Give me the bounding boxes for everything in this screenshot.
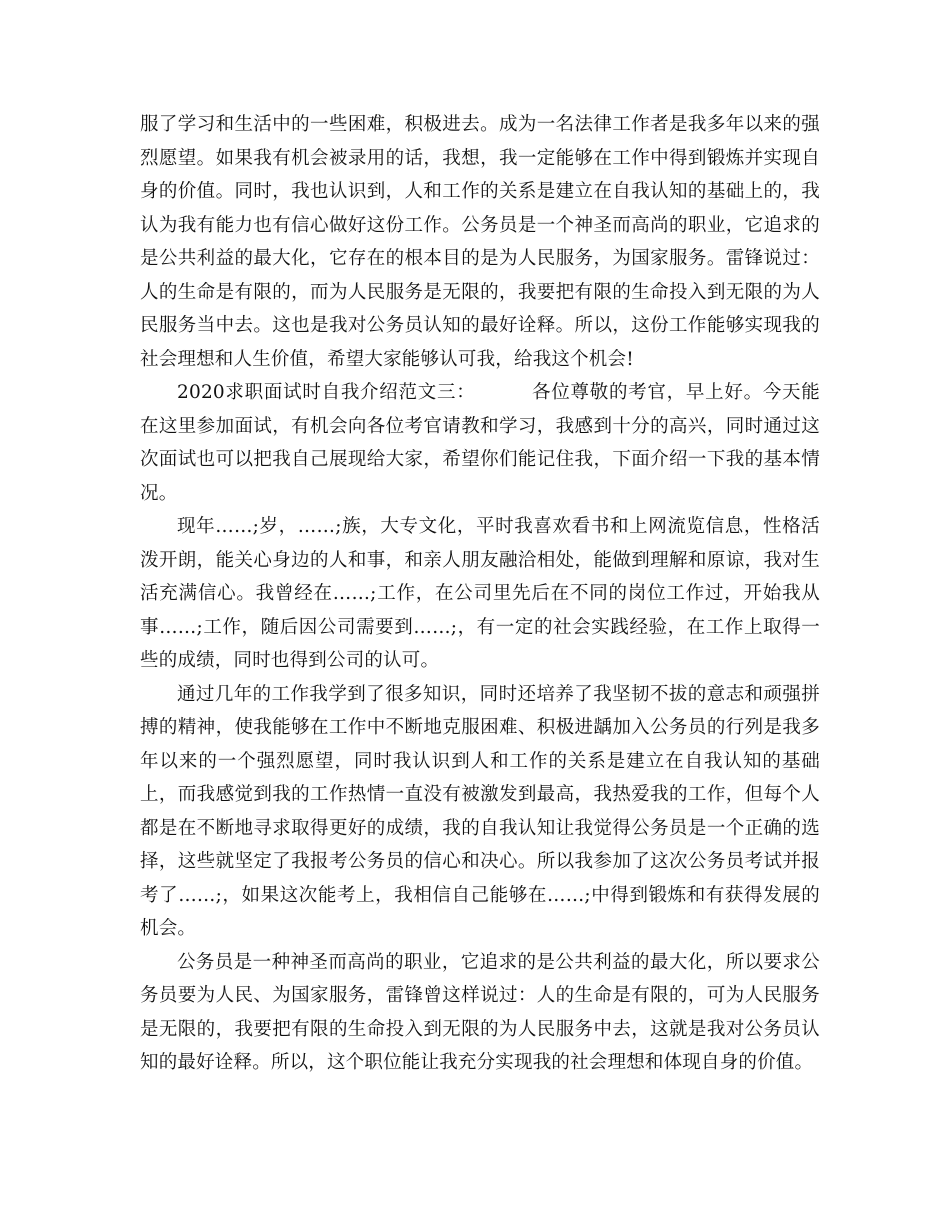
paragraph-3: 现年……;岁，……;族，大专文化，平时我喜欢看书和上网流览信息，性格活泼开朗，能关心身边的人和事，和亲人朋友融洽相处，能做到理解和原谅，我对生活充满信心。我曾经在……;工作，在公司里先后在不同的岗位工作过，开始我从事……;工作，随后因公司需要到……;，有一定的社会实践经验，在工作上取得一些的成绩，同时也得到公司的认可。 [140,516,820,671]
paragraph-1: 服了学习和生活中的一些困难，积极进去。成为一名法律工作者是我多年以来的强烈愿望。如果我有机会被录用的话，我想，我一定能够在工作中得到锻炼并实现自身的价值。同时，我也认识到，人和工作的关系是建立在自我认知的基础上的，我认为我有能力也有信心做好这份工作。公务员是一个神圣而高尚的职业，它追求的是公共利益的最大化，它存在的根本目的是为人民服务，为国家服务。雷锋说过：人的生命是有限的，而为人民服务是无限的，我要把有限的生命投入到无限的为人民服务当中去。这也是我对公务员认知的最好诠释。所以，这份工作能够实现我的社会理想和人生价值，希望大家能够认可我，给我这个机会! [140,114,820,370]
paragraph-2-text: 各位尊敬的考官，早上好。今天能在这里参加面试，有机会向各位考官请教和学习，我感到十分的高兴，同时通过这次面试也可以把我自己展现给大家，希望你们能记住我，下面介绍一下我的基本情况。 [140,382,820,504]
paragraph-5: 公务员是一种神圣而高尚的职业，它追求的是公共利益的最大化，所以要求公务员要为人民、为国家服务，雷锋曾这样说过：人的生命是有限的，可为人民服务是无限的，我要把有限的生命投入到无限的为人民服务中去，这就是我对公务员认知的最好诠释。所以，这个职位能让我充分实现我的社会理想和体现自身的价值。 [140,951,820,1073]
paragraph-4: 通过几年的工作我学到了很多知识，同时还培养了我坚韧不拔的意志和顽强拼搏的精神，使我能够在工作中不断地克服困难、积极进龋加入公务员的行列是我多年以来的一个强烈愿望，同时我认识到人和工作的关系是建立在自我认知的基础上，而我感觉到我的工作热情一直没有被激发到最高，我热爱我的工作，但每个人都是在不断地寻求取得更好的成绩，我的自我认知让我觉得公务员是一个正确的选择，这些就坚定了我报考公务员的信心和决心。所以我参加了这次公务员考试并报考了……;，如果这次能考上，我相信自己能够在……;中得到锻炼和有获得发展的机会。 [140,683,820,939]
paragraph-2 [140,376,820,510]
document-body [140,108,820,1080]
section-heading: 2020求职面试时自我介绍范文三： [177,382,476,403]
